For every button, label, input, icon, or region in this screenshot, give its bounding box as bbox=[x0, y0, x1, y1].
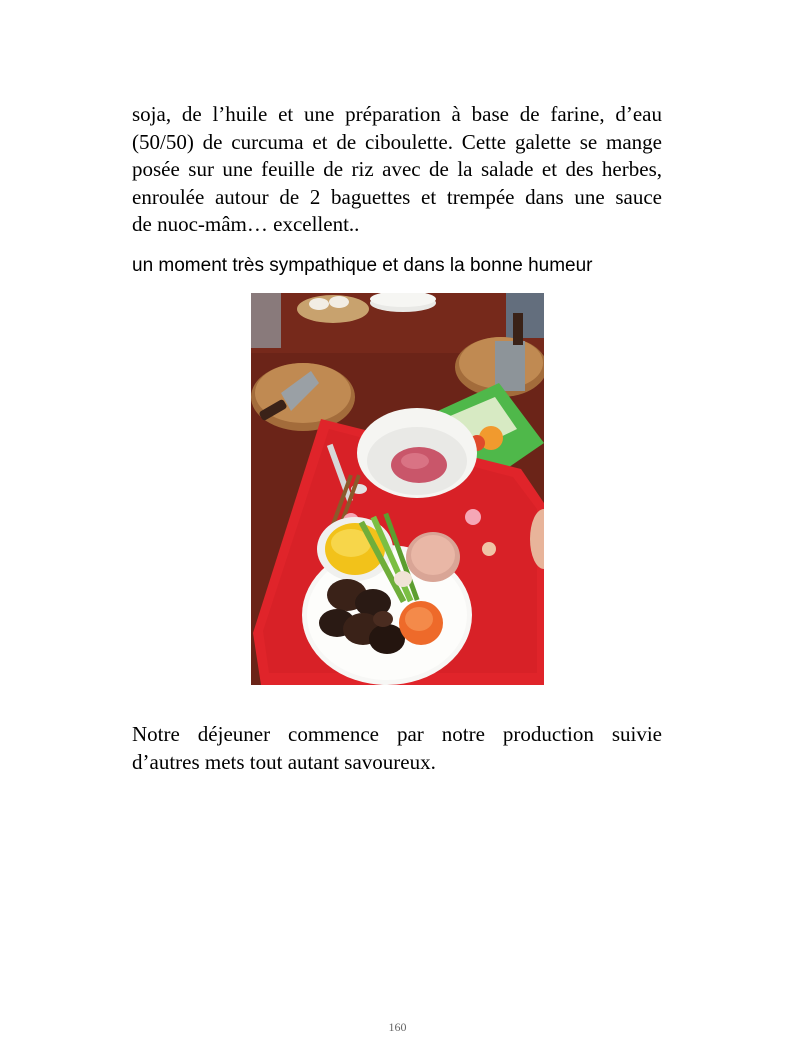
food-photo bbox=[251, 293, 544, 685]
text-line: Notre déjeuner commence par notre production suivie bbox=[132, 722, 662, 746]
text-line: de nuoc-mâm… excellent.. bbox=[132, 212, 360, 236]
paragraph-lunch bbox=[132, 721, 662, 776]
text-line: enroulée autour de 2 baguettes et trempée dans une sauce bbox=[132, 184, 662, 209]
text-line: soja, de l’huile et une préparation à base de farine, d’eau bbox=[132, 102, 662, 126]
text-line: posée sur une feuille de riz avec de la salade et des herbes, bbox=[132, 157, 662, 181]
text-line: d’autres mets tout autant savoureux. bbox=[132, 749, 436, 774]
photo-caption: un moment très sympathique et dans la bonne humeur bbox=[132, 255, 593, 276]
paragraph-recipe bbox=[132, 101, 662, 239]
food-photo-illustration bbox=[251, 293, 544, 685]
page-number: 160 bbox=[388, 1020, 407, 1034]
text-line: (50/50) de curcuma et de ciboulette. Cette galette se mange bbox=[132, 129, 662, 154]
